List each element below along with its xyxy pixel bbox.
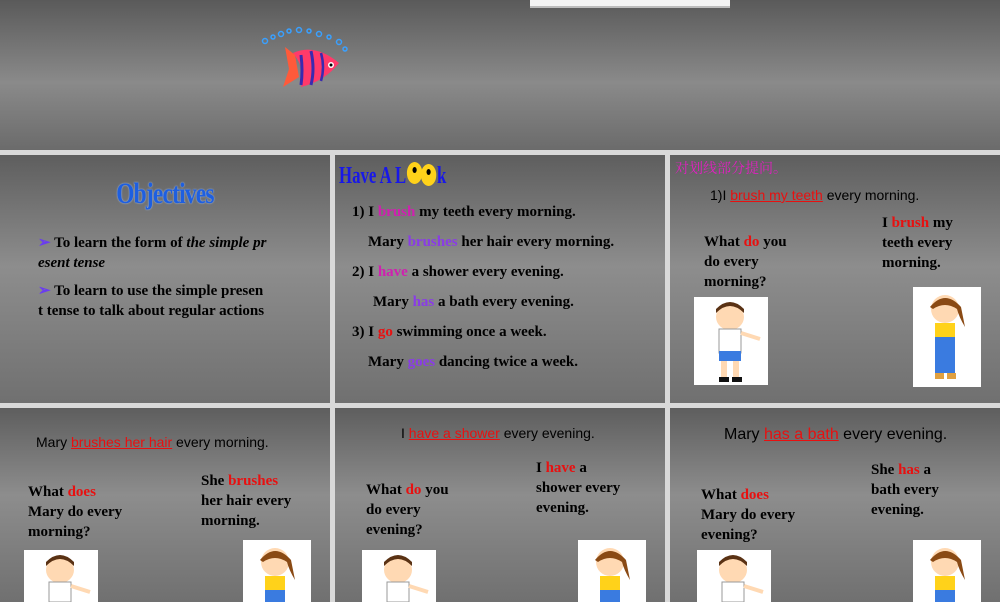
look-line-6: Mary goes dancing twice a week. <box>368 354 578 370</box>
ask1-question-2: do every <box>704 254 759 270</box>
objective-item-1: ➢ To learn the form of the simple pr <box>38 235 267 251</box>
ask1-sentence: 1)I brush my teeth every morning. <box>710 187 920 203</box>
girl-image <box>913 540 981 602</box>
bullet-arrow-icon: ➢ <box>38 235 51 251</box>
girl-icon <box>913 287 981 387</box>
boy-icon <box>362 550 436 602</box>
boy-image <box>694 297 768 385</box>
ask2-answer-3: morning. <box>201 513 260 529</box>
fish-icon <box>255 25 355 95</box>
look-line-1: 1) I brush my teeth every morning. <box>352 204 576 220</box>
slide-ask-3 <box>335 408 665 602</box>
ask3-question-2: do every <box>366 502 421 518</box>
ask1-answer-1: I brush my <box>882 215 953 231</box>
ask2-question-2: Mary do every <box>28 504 123 520</box>
ask2-question-3: morning? <box>28 524 91 540</box>
boy-image <box>24 550 98 602</box>
ask4-answer-2: bath every <box>871 482 939 498</box>
girl-image <box>243 540 311 602</box>
boy-icon <box>697 550 771 602</box>
ask4-question-1: What does <box>701 487 769 503</box>
ask1-answer-2: teeth every <box>882 235 953 251</box>
objectives-title: Objectives <box>116 177 214 210</box>
slide-ask-4 <box>670 408 1000 602</box>
ask-header: 对划线部分提问。 <box>675 160 787 176</box>
ask3-answer-1: I have a <box>536 460 587 476</box>
slide-ask-2 <box>0 408 330 602</box>
bullet-arrow-icon: ➢ <box>38 283 51 299</box>
ask4-question-2: Mary do every <box>701 507 796 523</box>
ask4-answer-1: She has a <box>871 462 932 478</box>
ask3-question-3: evening? <box>366 522 423 538</box>
ask3-question-1: What do you <box>366 482 449 498</box>
look-line-2: Mary brushes her hair every morning. <box>368 234 615 250</box>
objective-item-1-cont: esent tense <box>38 255 106 271</box>
ask1-question-3: morning? <box>704 274 767 290</box>
look-line-5: 3) I go swimming once a week. <box>352 324 547 340</box>
bubbles-icon <box>263 28 348 52</box>
ask1-question-1: What do you <box>704 234 787 250</box>
ask4-answer-3: evening. <box>871 502 924 518</box>
ask3-sentence: I have a shower every evening. <box>401 425 595 441</box>
girl-icon <box>913 540 981 602</box>
look-line-3: 2) I have a shower every evening. <box>352 264 564 280</box>
boy-image <box>697 550 771 602</box>
slide-have-a-look <box>335 155 665 403</box>
objective-item-2-cont: t tense to talk about regular actions <box>38 303 265 319</box>
ask1-answer-3: morning. <box>882 255 941 271</box>
girl-image <box>913 287 981 387</box>
duck-face-icon <box>406 159 437 189</box>
girl-image <box>578 540 646 602</box>
ask3-answer-2: shower every <box>536 480 621 496</box>
slide-objectives <box>0 155 330 403</box>
ask2-sentence: Mary brushes her hair every morning. <box>36 434 269 450</box>
ask2-answer-1: She brushes <box>201 473 279 489</box>
ask4-question-3: evening? <box>701 527 758 543</box>
look-line-4: Mary has a bath every evening. <box>373 294 574 310</box>
ask2-question-1: What does <box>28 484 96 500</box>
boy-icon <box>694 297 768 385</box>
paper-strip <box>530 0 730 8</box>
objective-item-2: ➢ To learn to use the simple presen <box>38 283 264 299</box>
ask3-answer-3: evening. <box>536 500 589 516</box>
boy-image <box>362 550 436 602</box>
boy-icon <box>24 550 98 602</box>
ask4-sentence: Mary has a bath every evening. <box>724 426 948 443</box>
girl-icon <box>243 540 311 602</box>
have-a-look-title: Have A L k <box>339 159 446 190</box>
top-slide <box>0 0 1000 150</box>
ask2-answer-2: her hair every <box>201 493 292 509</box>
girl-icon <box>578 540 646 602</box>
slide-ask-1 <box>670 155 1000 403</box>
